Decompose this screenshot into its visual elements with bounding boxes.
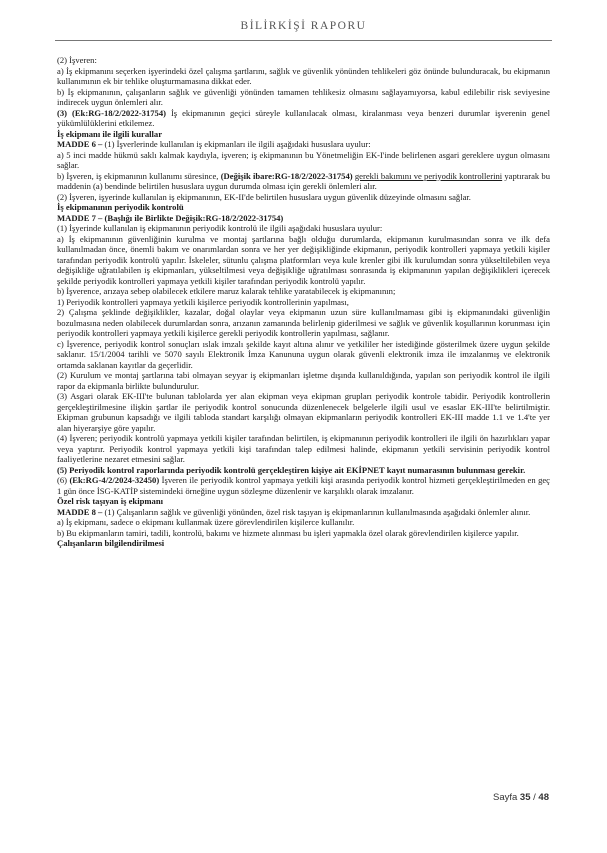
- paragraph: (2) İşveren, işyerinde kullanılan iş ekipmanının, EK-II'de belirtilen hususlara uygun güvenlik düzeyinde olmasını sağlar.: [57, 191, 471, 202]
- article-heading: MADDE 7 – (Başlığı ile Birlikte Değişik:RG-18/2/2022-31754): [57, 212, 284, 223]
- article-label: MADDE 8 –: [57, 506, 103, 517]
- paragraph: a) İş ekipmanı, sadece o ekipmanı kullanmak üzere görevlendirilen kişilerce kullanılır.: [57, 517, 355, 527]
- paragraph: b) Bu ekipmanların tamiri, tadili, kontrolü, bakımı ve hizmete alınması bu işleri yapmakla özel olarak görevlendirilen kişilerce yapılır.: [57, 527, 519, 538]
- header-divider: [55, 40, 552, 41]
- paragraph: [57, 171, 550, 192]
- amendment-ref: (Ek:RG-4/2/2024-32450): [69, 475, 160, 485]
- paragraph: a) İş ekipmanının güvenliğinin kurulma ve montaj şartlarına bağlı olduğu durumlarda, ekipmanın kurulmasından sonra ve ilk defa kullanılmadan önce, önemli bakım ve onarımlardan sonra ve her yer değişikliğinde ekipmanın, periyodik kontrolleri yapmaya yetkili kişiler tarafından periyodik kontrolü yapılır. İskeleler, sütunlu çalışma platformları veya kule krenler gibi ilk kurulumdan sonra yükseltilebilen veya değişikliğe uğratılabilen iş ekipmanları, yükseltilmesi veya değişikliğe uğratılması sonrasında iş ekipmanının yapılan değişiklikleri içerecek şekilde periyodik kontrolleri yapmaya yetkili kişiler tarafından periyodik kontrolü yapılır.: [57, 233, 550, 286]
- paragraph: [57, 507, 550, 518]
- report-header: BİLİRKİŞİ RAPORU: [240, 20, 367, 32]
- page-number: Sayfa 35 / 48: [492, 792, 549, 803]
- paragraph: (2) Kurulum ve montaj şartlarına tabi olmayan seyyar iş ekipmanları işletme dışında kullanıldığında, yapılan son periyodik kontrol ile ilgili rapor da ekipmanla birlikte bulundurulur.: [57, 370, 550, 391]
- paragraph-text: İşveren ile periyodik kontrol yapmaya yetkili kişi arasında periyodik kontrol hizmeti gerçekleştirilmeden en geç 1 gün önce İSG-KATİP sistemindeki örneğine uygun sözleşme düzenlenir ve karşılıklı olarak imzalanır.: [57, 475, 550, 496]
- paragraph: b) İşverence, arızaya sebep olabilecek etkilere maruz kalarak tehlike yaratabilecek iş ekipmanının;: [57, 286, 396, 296]
- paragraph: 2) Çalışma şeklinde değişiklikler, kazalar, doğal olaylar veya ekipmanın uzun süre kullanılmaması gibi iş ekipmanındaki güvenliğin bozulmasına neden olabilecek durumlardan sonra, arızanın zamanında belirlenip giderilmesi ve sağlık ve güvenlik koşullarının korunması için periyodik kontrolleri yapmaya yetkili kişilerce gerekli periyodik kontrollerin yapılması, sağlanır.: [57, 307, 550, 338]
- paragraph-text: (1) İşverlerinde kullanılan iş ekipmanları ile ilgili aşağıdaki hususlara uyulur:: [102, 139, 371, 149]
- total-pages: 48: [538, 792, 549, 803]
- paragraph: a) İş ekipmanını seçerken işyerindeki özel çalışma şartlarını, sağlık ve güvenlik yönünden tehlikeleri göz önünde bulunduracak, bu ekipmanın kullanımının ek bir tehlike oluşturmamasına dikkat eder.: [57, 65, 550, 86]
- paragraph-text: İş ekipmanının geçici süreyle kullanılacak olması, kiralanması veya benzeri durumlar işverenin genel yükümlülüklerini etkilemez.: [57, 107, 550, 128]
- section-heading: Çalışanların bilgilendirilmesi: [57, 538, 165, 548]
- paragraph-text: (6): [57, 475, 70, 485]
- amendment-ref: (3) (Ek:RG-18/2/2022-31754): [57, 107, 167, 118]
- paragraph: c) İşverence, periyodik kontrol sonuçları ıslak imzalı şekilde kayıt altına alınır ve yetkililer her istediğinde gösterilmek üzere uygun şekilde saklanır. 15/1/2004 tarihli ve 5070 sayılı Elektronik İmza Kanununa uygun olarak güvenli elektronik imza ile imzalanmış ve elektronik ortamda saklanan kayıtlar da geçerlidir.: [57, 338, 550, 370]
- section-heading: İş ekipmanının periyodik kontrolü: [57, 202, 184, 212]
- paragraph-text: yaptırarak bu maddenin (a) bendinde belirtilen hususlara uygun durumda olması için gerekli önlemleri alır.: [57, 170, 551, 191]
- underlined-text: gerekli bakımını ve periyodik kontrollerini: [354, 170, 503, 181]
- paragraph-text: (1) Çalışanların sağlık ve güvenliği yönünden, özel risk taşıyan iş ekipmanlarının kullanılmasında aşağıdaki önlemler alınır.: [102, 506, 531, 517]
- section-heading: Özel risk taşıyan iş ekipmanı: [57, 496, 163, 506]
- paragraph: b) İş ekipmanının, çalışanların sağlık ve güvenliği yönünden tamamen tehlikesiz olmasını sağlayamıyorsa, kabul edilebilir risk seviyesine indirecek uygun önlemleri alır.: [57, 86, 550, 107]
- paragraph: [57, 139, 550, 150]
- article-label: MADDE 6 –: [57, 139, 103, 149]
- section-heading: İş ekipmanı ile ilgili kurallar: [57, 128, 163, 139]
- paragraph: (2) İşveren:: [57, 55, 97, 65]
- paragraph: 1) Periyodik kontrolleri yapmaya yetkili kişilerce periyodik kontrollerinin yapılması,: [57, 296, 349, 307]
- paragraph: (3) Asgari olarak EK-III'te bulunan tablolarda yer alan ekipman veya ekipman grupları periyodik kontrole tabidir. Periyodik kontrollerin gerçekleştirilmesine ilişkin şartlar ile periyodik kontrol sonucunda düzenlenecek belgelerle ilgili usul ve esaslar EK-III'te belirtilmiştir. Ekipman grubunun kapsadığı ve ilgili tabloda standart karşılığı olmayan ekipmanların periyodik kontrolleri EK-III madde 1.1 ve 1.4'te yer alan hiyerarşiye göre yapılır.: [57, 391, 550, 433]
- document-body: [57, 55, 550, 549]
- paragraph: [57, 475, 550, 496]
- paragraph: [57, 108, 550, 129]
- amendment-ref: (Değişik ibare:RG-18/2/2022-31754): [220, 170, 353, 181]
- paragraph: a) 5 inci madde hükmü saklı kalmak kaydıyla, işveren; iş ekipmanının bu Yönetmeliğin EK-I'inde belirlenen asgari gereklere uygun olmasını sağlar.: [57, 149, 550, 170]
- paragraph: (5) Periyodik kontrol raporlarında periyodik kontrolü gerçekleştiren kişiye ait EKİPNET kayıt numarasının bulunması gerekir.: [57, 464, 526, 475]
- paragraph: (1) İşyerinde kullanılan iş ekipmanının periyodik kontrolü ile ilgili aşağıdaki hususlara uyulur:: [57, 223, 383, 233]
- paragraph-text: b) İşveren, iş ekipmanının kullanımı süresince,: [57, 170, 221, 181]
- paragraph: (4) İşveren; periyodik kontrolü yapmaya yetkili kişiler tarafından belirtilen, iş ekipmanının periyodik kontrolleri ile ilgili ön hazırlıkları yapar veya yaptırır. Periyodik kontrol yapmaya yetkili kişi tarafından talep edilmesi halinde, ekipmanın yetkili servisinin periyodik kontrol faaliyetlerine nezaret etmesini sağlar.: [57, 433, 550, 464]
- current-page: 35: [519, 792, 531, 803]
